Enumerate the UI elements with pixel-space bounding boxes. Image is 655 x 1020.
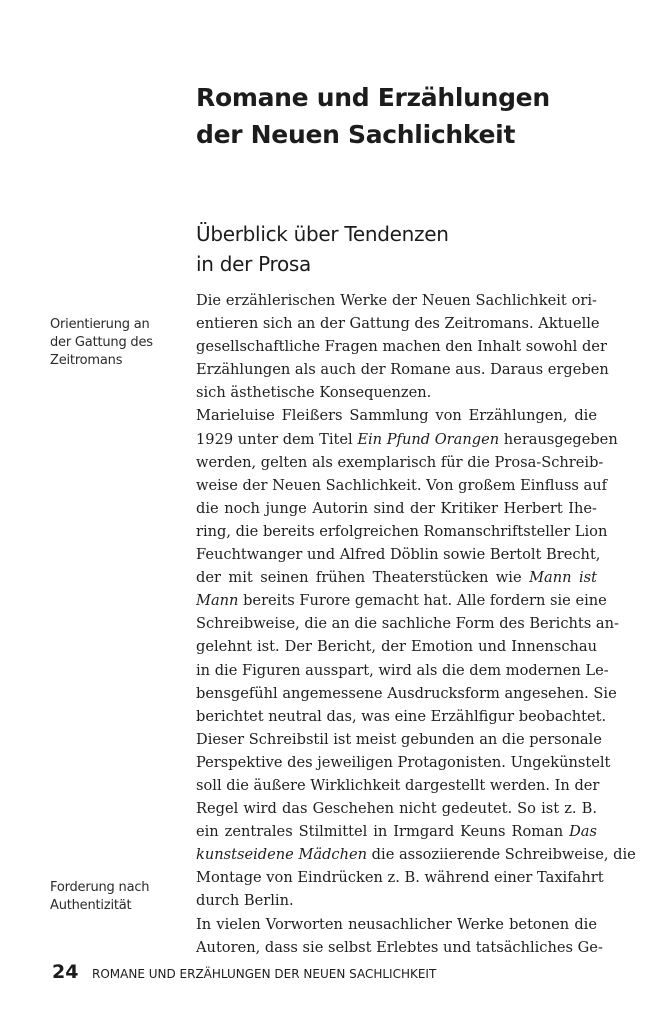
body-line: Autoren, dass sie selbst Erlebtes und tatsächliches Ge- — [196, 938, 603, 956]
margin-note-zeitroman — [50, 316, 180, 370]
body-line: der mit seinen frühen Theaterstücken wie Mann ist — [196, 569, 597, 587]
body-line: 1929 unter dem Titel Ein Pfund Orangen herausgegeben — [196, 430, 618, 448]
body-line: entieren sich an der Gattung des Zeitromans. Aktuelle — [196, 315, 600, 333]
margin-note-line: Forderung nach — [50, 880, 150, 895]
body-line: Montage von Eindrücken z. B. während einer Taxifahrt — [196, 869, 604, 887]
body-line: Mann bereits Furore gemacht hat. Alle fordern sie eine — [196, 592, 607, 610]
body-line: Schreibweise, die an die sachliche Form des Berichts an- — [196, 615, 619, 633]
body-line: Perspektive des jeweiligen Protagonisten. Ungekünstelt — [196, 753, 611, 771]
body-line: Erzählungen als auch der Romane aus. Daraus ergeben — [196, 361, 609, 379]
page-footer — [52, 961, 436, 983]
page-title-line-2: der Neuen Sachlichkeit — [196, 119, 516, 149]
body-line: kunstseidene Mädchen die assoziierende Schreibweise, die — [196, 846, 636, 864]
body-text — [196, 289, 636, 959]
section-title-line-2: in der Prosa — [196, 251, 311, 276]
margin-note-line: Zeitromans — [50, 353, 123, 368]
body-line: in die Figuren ausspart, wird als die dem modernen Le- — [196, 661, 609, 679]
body-line: Marieluise Fleißers Sammlung von Erzählungen, die — [196, 407, 597, 425]
page-number: 24 — [52, 961, 79, 983]
body-line: gelehnt ist. Der Bericht, der Emotion und Innenschau — [196, 638, 597, 656]
body-line: ring, die bereits erfolgreichen Romanschriftsteller Lion — [196, 522, 608, 540]
body-line: Feuchtwanger und Alfred Döblin sowie Bertolt Brecht, — [196, 546, 601, 564]
play-title-italic: Mann ist — [529, 569, 597, 587]
play-title-italic: Mann — [196, 592, 239, 610]
body-line: die noch junge Autorin sind der Kritiker Herbert Ihe- — [196, 499, 597, 517]
body-line: In vielen Vorworten neusachlicher Werke betonen die — [196, 915, 597, 933]
body-line: gesellschaftliche Fragen machen den Inhalt sowohl der — [196, 338, 607, 356]
body-line: berichtet neutral das, was eine Erzählfigur beobachtet. — [196, 707, 607, 725]
body-line: soll die äußere Wirklichkeit dargestellt werden. In der — [196, 776, 600, 794]
body-line: sich ästhetische Konsequenzen. — [196, 384, 432, 402]
page-title — [196, 79, 616, 153]
running-head: ROMANE UND ERZÄHLUNGEN DER NEUEN SACHLICHKEIT — [92, 967, 437, 981]
margin-note-line: der Gattung des — [50, 335, 153, 350]
margin-note-line: Orientierung an — [50, 317, 150, 332]
body-line: Dieser Schreibstil ist meist gebunden an die personale — [196, 730, 602, 748]
book-title-italic: Ein Pfund Orangen — [357, 430, 500, 448]
body-line: werden, gelten als exemplarisch für die Prosa-Schreib- — [196, 453, 604, 471]
body-line: bensgefühl angemessene Ausdrucksform angesehen. Sie — [196, 684, 617, 702]
body-line: Die erzählerischen Werke der Neuen Sachlichkeit ori- — [196, 292, 597, 309]
section-title — [196, 219, 616, 279]
novel-title-italic: Das — [569, 823, 597, 841]
body-line: Regel wird das Geschehen nicht gedeutet. So ist z. B. — [196, 800, 597, 818]
page-title-line-1: Romane und Erzählungen — [196, 82, 550, 112]
novel-title-italic: kunstseidene Mädchen — [196, 846, 368, 864]
body-line: durch Berlin. — [196, 892, 294, 910]
margin-note-line: Authentizität — [50, 898, 132, 913]
body-line: weise der Neuen Sachlichkeit. Von großem Einfluss auf — [196, 476, 608, 494]
section-title-line-1: Überblick über Tendenzen — [196, 221, 449, 246]
body-line: ein zentrales Stilmittel in Irmgard Keuns Roman Das — [196, 823, 597, 841]
margin-note-authentizitaet — [50, 879, 180, 915]
